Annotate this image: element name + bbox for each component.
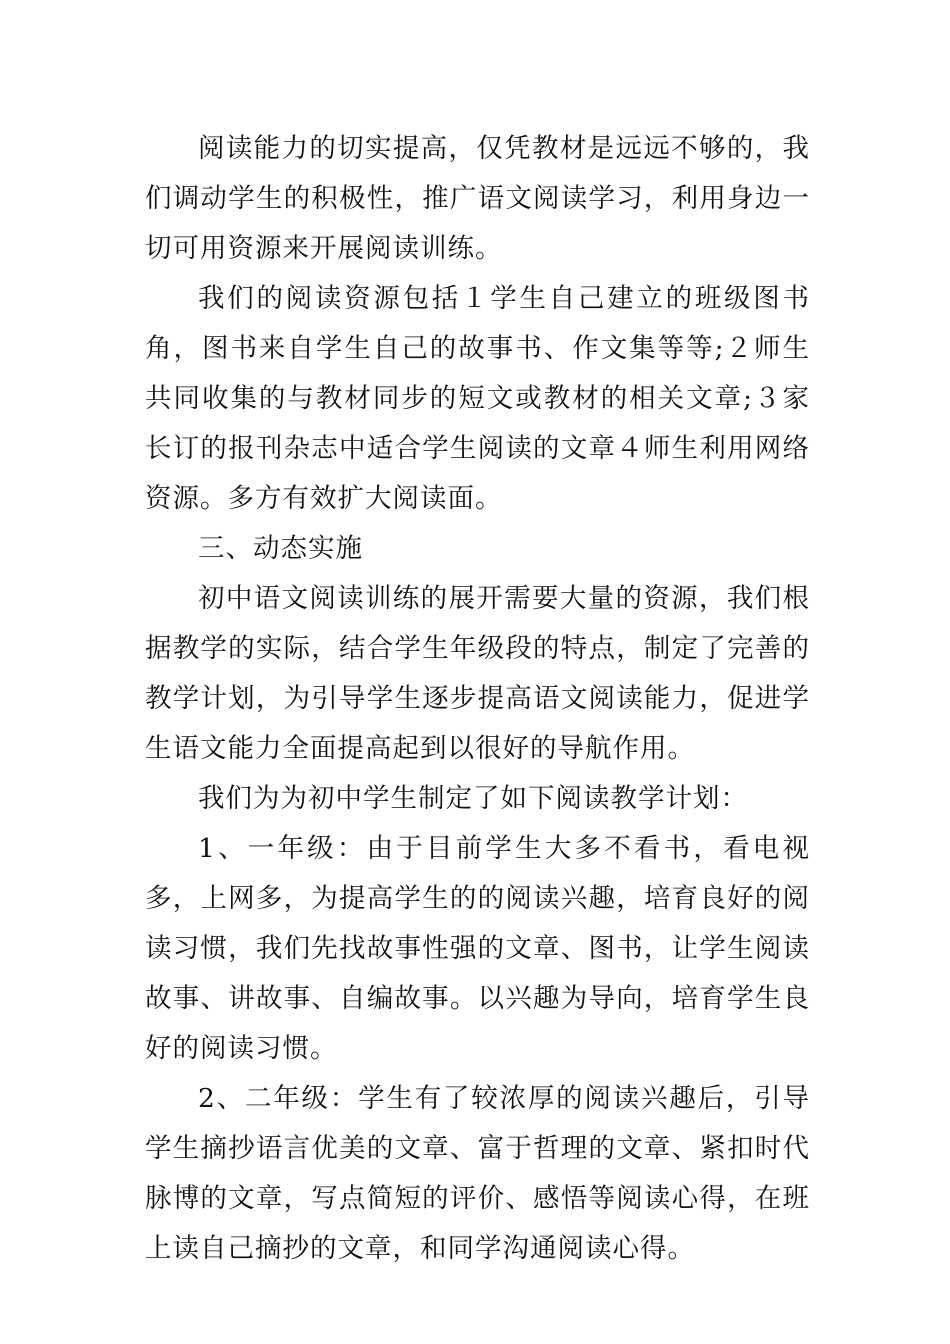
paragraph: 我们为为初中学生制定了如下阅读教学计划： — [198, 783, 748, 814]
paragraph: 阅读能力的切实提高，仅凭教材是远远不够的，我们调动学生的积极性，推广语文阅读学习，利用身边一切可用资源来开展阅读训练。 — [145, 133, 810, 264]
list-item: 1、一年级：由于目前学生大多不看书，看电视多，上网多，为提高学生的的阅读兴趣，培育良好的阅读习惯，我们先找故事性强的文章、图书，让学生阅读故事、讲故事、自编故事。以兴趣为导向，培育学生良好的阅读习惯。 — [145, 833, 810, 1064]
list-item: 2、二年级：学生有了较浓厚的阅读兴趣后，引导学生摘抄语言优美的文章、富于哲理的文章、紧扣时代脉博的文章，写点简短的评价、感悟等阅读心得，在班上读自己摘抄的文章，和同学沟通阅读心得。 — [145, 1083, 810, 1264]
section-heading: 三、动态实施 — [198, 533, 363, 564]
paragraph: 我们的阅读资源包括１学生自己建立的班级图书角，图书来自学生自己的故事书、作文集等等;２师生共同收集的与教材同步的短文或教材的相关文章;３家长订的报刊杂志中适合学生阅读的文章４师生利用网络资源。多方有效扩大阅读面。 — [145, 283, 810, 514]
document-body — [145, 124, 810, 1274]
paragraph: 初中语文阅读训练的展开需要大量的资源，我们根据教学的实际，结合学生年级段的特点，制定了完善的教学计划，为引导学生逐步提高语文阅读能力，促进学生语文能力全面提高起到以很好的导航作用。 — [145, 583, 810, 764]
